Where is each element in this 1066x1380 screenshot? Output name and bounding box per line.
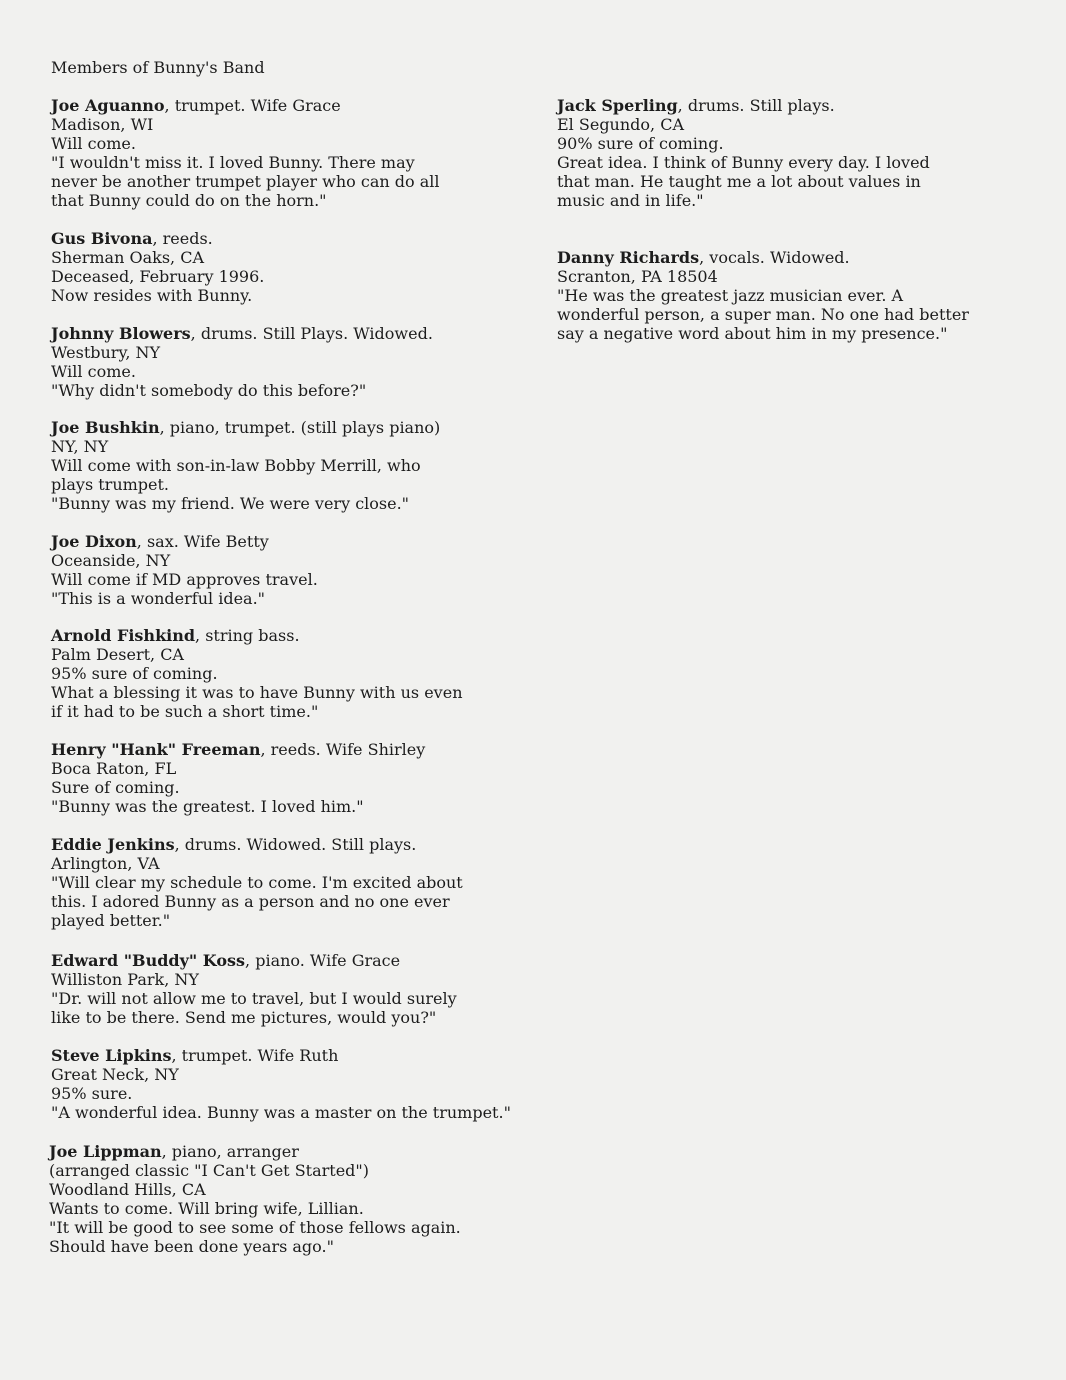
- member-role: , drums. Still plays.: [677, 96, 835, 115]
- member-role: , reeds. Wife Shirley: [260, 740, 426, 759]
- member-detail: 95% sure of coming.: [51, 664, 218, 683]
- member-name: Eddie Jenkins: [51, 835, 175, 854]
- member-detail: Will come.: [51, 362, 136, 381]
- member-detail: Will come with son-in-law Bobby Merrill, who: [51, 456, 421, 475]
- member-entry-freeman: [51, 740, 425, 816]
- member-detail: "I wouldn't miss it. I loved Bunny. There may: [51, 153, 415, 172]
- member-heading: [557, 96, 930, 115]
- member-heading: [51, 1046, 511, 1065]
- member-heading: [51, 740, 425, 759]
- member-role: , piano. Wife Grace: [245, 951, 401, 970]
- member-detail: plays trumpet.: [51, 475, 170, 494]
- member-entry-blowers: [51, 324, 433, 400]
- member-name: Danny Richards: [557, 248, 700, 267]
- member-name: Joe Lippman: [49, 1142, 162, 1161]
- member-heading: [51, 96, 440, 115]
- member-name: Steve Lipkins: [51, 1046, 172, 1065]
- page-title: Members of Bunny's Band: [51, 58, 265, 77]
- member-detail: like to be there. Send me pictures, would you?": [51, 1008, 437, 1027]
- member-detail: Great Neck, NY: [51, 1065, 179, 1084]
- member-detail: 95% sure.: [51, 1084, 133, 1103]
- member-detail: "He was the greatest jazz musician ever. A: [557, 286, 904, 305]
- member-detail: Williston Park, NY: [51, 970, 199, 989]
- member-detail: "Why didn't somebody do this before?": [51, 381, 367, 400]
- member-entry-richards: [557, 248, 969, 343]
- member-role: , piano, arranger: [161, 1142, 299, 1161]
- member-name: Gus Bivona: [51, 229, 153, 248]
- member-heading: [51, 532, 318, 551]
- member-detail: Will come.: [51, 134, 136, 153]
- member-entry-sperling: [557, 96, 930, 210]
- member-entry-lipkins: [51, 1046, 511, 1122]
- member-role: , string bass.: [195, 626, 300, 645]
- member-detail: that man. He taught me a lot about values in: [557, 172, 921, 191]
- member-role: , drums. Widowed. Still plays.: [174, 835, 417, 854]
- member-detail: "It will be good to see some of those fellows again.: [49, 1218, 461, 1237]
- member-detail: played better.": [51, 911, 171, 930]
- member-detail: Sure of coming.: [51, 778, 180, 797]
- member-name: Henry "Hank" Freeman: [51, 740, 261, 759]
- member-detail: Madison, WI: [51, 115, 154, 134]
- member-detail: Will come if MD approves travel.: [51, 570, 318, 589]
- member-detail: Oceanside, NY: [51, 551, 171, 570]
- member-name: Joe Dixon: [51, 532, 137, 551]
- member-heading: [51, 418, 440, 437]
- member-heading: [51, 835, 463, 854]
- member-name: Johnny Blowers: [51, 324, 191, 343]
- member-detail: Scranton, PA 18504: [557, 267, 718, 286]
- member-detail: Palm Desert, CA: [51, 645, 184, 664]
- member-detail: wonderful person, a super man. No one had better: [557, 305, 969, 324]
- member-detail: this. I adored Bunny as a person and no one ever: [51, 892, 450, 911]
- member-heading: [49, 1142, 461, 1161]
- member-detail: Should have been done years ago.": [49, 1237, 334, 1256]
- member-detail: NY, NY: [51, 437, 109, 456]
- member-name: Joe Aguanno: [51, 96, 165, 115]
- member-detail: El Segundo, CA: [557, 115, 685, 134]
- member-role: , reeds.: [152, 229, 213, 248]
- member-heading: [557, 248, 969, 267]
- member-entry-aguanno: [51, 96, 440, 210]
- member-name: Jack Sperling: [557, 96, 678, 115]
- member-name: Edward "Buddy" Koss: [51, 951, 246, 970]
- member-heading: [51, 229, 264, 248]
- member-detail: say a negative word about him in my presence.": [557, 324, 948, 343]
- member-entry-fishkind: [51, 626, 463, 721]
- member-entry-dixon: [51, 532, 318, 608]
- member-name: Joe Bushkin: [51, 418, 160, 437]
- member-entry-koss: [51, 951, 457, 1027]
- member-detail: Westbury, NY: [51, 343, 161, 362]
- member-detail: Boca Raton, FL: [51, 759, 177, 778]
- member-detail: Deceased, February 1996.: [51, 267, 265, 286]
- member-detail: if it had to be such a short time.": [51, 702, 319, 721]
- member-heading: [51, 951, 457, 970]
- member-detail: Wants to come. Will bring wife, Lillian.: [49, 1199, 364, 1218]
- member-role: , piano, trumpet. (still plays piano): [159, 418, 441, 437]
- member-heading: [51, 626, 463, 645]
- member-role: , sax. Wife Betty: [136, 532, 269, 551]
- member-detail: Great idea. I think of Bunny every day. I loved: [557, 153, 930, 172]
- member-heading: [51, 324, 433, 343]
- member-detail: "Bunny was my friend. We were very close.": [51, 494, 410, 513]
- member-role: , trumpet. Wife Grace: [164, 96, 341, 115]
- member-detail: (arranged classic "I Can't Get Started"): [49, 1161, 370, 1180]
- member-detail: Arlington, VA: [51, 854, 160, 873]
- member-role: , drums. Still Plays. Widowed.: [190, 324, 433, 343]
- member-detail: Now resides with Bunny.: [51, 286, 253, 305]
- member-detail: What a blessing it was to have Bunny with us even: [51, 683, 463, 702]
- member-detail: Woodland Hills, CA: [49, 1180, 206, 1199]
- member-entry-jenkins: [51, 835, 463, 930]
- member-detail: "This is a wonderful idea.": [51, 589, 266, 608]
- member-entry-bivona: [51, 229, 264, 305]
- member-detail: "Bunny was the greatest. I loved him.": [51, 797, 364, 816]
- member-name: Arnold Fishkind: [51, 626, 196, 645]
- member-detail: never be another trumpet player who can do all: [51, 172, 440, 191]
- member-role: , vocals. Widowed.: [699, 248, 850, 267]
- member-detail: music and in life.": [557, 191, 704, 210]
- member-entry-lippman: [49, 1142, 461, 1256]
- member-detail: 90% sure of coming.: [557, 134, 724, 153]
- member-detail: "Dr. will not allow me to travel, but I would surely: [51, 989, 457, 1008]
- member-entry-bushkin: [51, 418, 440, 513]
- member-role: , trumpet. Wife Ruth: [171, 1046, 339, 1065]
- member-detail: that Bunny could do on the horn.": [51, 191, 327, 210]
- member-detail: Sherman Oaks, CA: [51, 248, 205, 267]
- member-detail: "Will clear my schedule to come. I'm excited about: [51, 873, 463, 892]
- member-detail: "A wonderful idea. Bunny was a master on the trumpet.": [51, 1103, 511, 1122]
